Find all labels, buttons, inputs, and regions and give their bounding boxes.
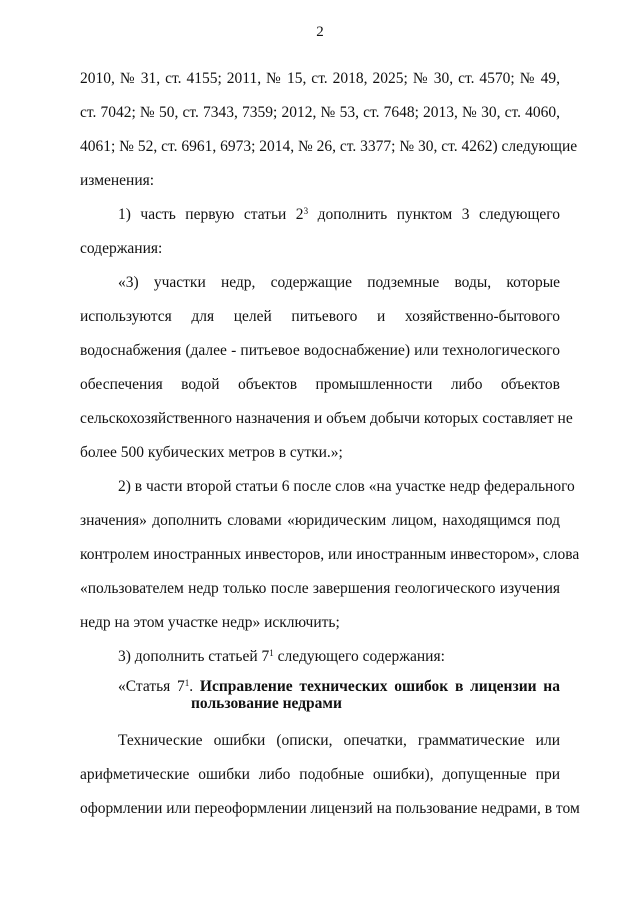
text-fragment: «Статья 7	[118, 678, 185, 695]
text-line: оформлении или переоформлении лицензий на пользование недрами, в том	[80, 800, 580, 817]
text-line: обеспечения водой объектов промышленности либо объектов	[80, 376, 560, 393]
page-number: 2	[316, 24, 324, 40]
text-line: 4061; № 52, ст. 6961, 6973; 2014, № 26, ст. 3377; № 30, ст. 4262) следующие	[80, 138, 578, 155]
text-line: изменения:	[80, 172, 155, 189]
article-heading-continued: пользование недрами	[191, 695, 342, 712]
text-line: значения» дополнить словами «юридическим лицом, находящимся под	[80, 512, 560, 529]
text-line: водоснабжения (далее - питьевое водоснабжение) или технологического	[80, 342, 560, 359]
text-line: Технические ошибки (описки, опечатки, грамматические или	[118, 732, 560, 749]
text-line: более 500 кубических метров в сутки.»;	[80, 444, 343, 461]
heading-bold: Исправление технических ошибок в лицензии на	[199, 678, 560, 695]
text-fragment: 3) дополнить статьей 7	[118, 648, 270, 665]
text-line: «пользователем недр только после завершения геологического изучения	[80, 580, 560, 597]
text-line: используются для целей питьевого и хозяйственно-бытового	[80, 308, 560, 325]
text-line: ст. 7042; № 50, ст. 7343, 7359; 2012, № 53, ст. 7648; 2013, № 30, ст. 4060,	[80, 104, 560, 121]
text-fragment: .	[189, 678, 200, 695]
text-fragment: дополнить пунктом 3 следующего	[308, 206, 560, 223]
text-fragment: 1) часть первую статьи 2	[118, 206, 304, 223]
text-line: арифметические ошибки либо подобные ошибки), допущенные при	[80, 766, 560, 783]
text-line: сельскохозяйственного назначения и объем добычи которых составляет не	[80, 410, 573, 427]
text-line	[118, 205, 560, 225]
text-line: контролем иностранных инвесторов, или иностранным инвестором», слова	[80, 546, 580, 563]
superscript: 3	[303, 206, 309, 216]
text-line: «3) участки недр, содержащие подземные воды, которые	[118, 274, 560, 291]
text-fragment: следующего содержания:	[273, 648, 445, 665]
text-line	[118, 647, 445, 667]
text-line: недр на этом участке недр» исключить;	[80, 614, 340, 631]
text-line: 2) в части второй статьи 6 после слов «на участке недр федерального	[118, 478, 575, 495]
superscript: 1	[269, 648, 274, 658]
text-line: 2010, № 31, ст. 4155; 2011, № 15, ст. 2018, 2025; № 30, ст. 4570; № 49,	[80, 70, 560, 87]
text-line: содержания:	[80, 240, 163, 257]
superscript: 1	[184, 678, 190, 688]
